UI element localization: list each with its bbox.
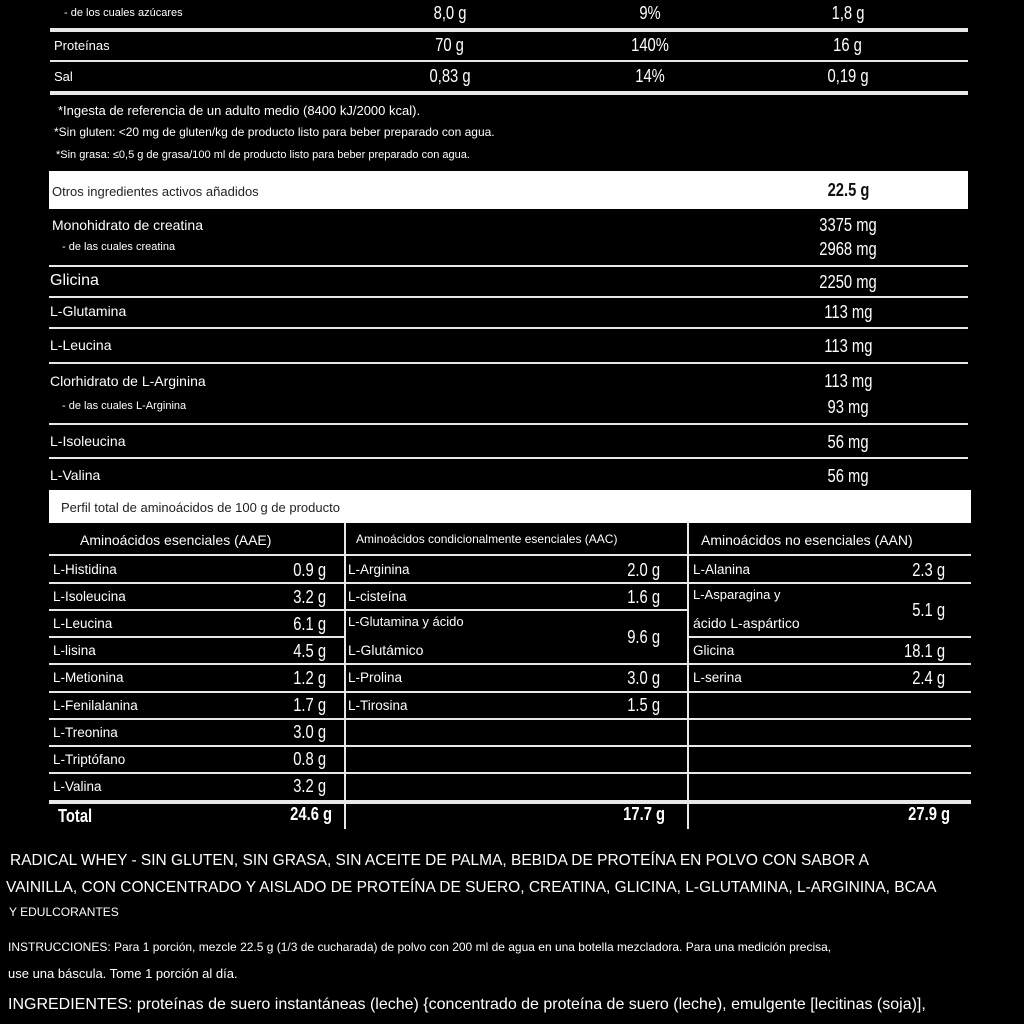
footnote: *Sin gluten: <20 mg de gluten/kg de producto listo para beber preparado con agua. <box>54 125 495 139</box>
active-header-value: 22.5 g <box>828 180 870 200</box>
instructions-line: use una báscula. Tome 1 porción al día. <box>8 966 238 981</box>
amino-value: 9.6 g <box>627 627 660 648</box>
nutrition-per100: 0,83 g <box>429 66 471 86</box>
active-item-value: 2250 mg <box>819 272 877 292</box>
divider <box>49 609 344 611</box>
active-item-value: 113 mg <box>823 302 873 322</box>
divider <box>689 582 971 584</box>
divider <box>49 582 344 584</box>
product-description-line: RADICAL WHEY - SIN GLUTEN, SIN GRASA, SIN ACEITE DE PALMA, BEBIDA DE PROTEÍNA EN POLVO CON SABOR A <box>10 852 870 869</box>
footnote: *Sin grasa: ≤0,5 g de grasa/100 ml de producto listo para beber preparado con agua. <box>56 149 470 161</box>
active-item-value: 3375 mg <box>819 215 877 235</box>
nutrition-ri: 140% <box>631 35 669 55</box>
divider <box>49 362 968 364</box>
active-item-value: 56 mg <box>827 432 869 452</box>
amino-value: 1.7 g <box>293 695 326 716</box>
amino-value: 3.2 g <box>293 776 326 797</box>
column-header-aac: Aminoácidos condicionalmente esenciales (AAC) <box>356 532 618 546</box>
divider <box>49 327 968 329</box>
amino-value: 3.2 g <box>293 586 326 607</box>
amino-name: ácido L-aspártico <box>693 615 800 632</box>
divider <box>689 718 971 720</box>
divider <box>346 663 687 665</box>
amino-name: Glicina <box>693 643 735 659</box>
active-item-label: L-Isoleucina <box>50 433 126 449</box>
product-description-line: VAINILLA, CON CONCENTRADO Y AISLADO DE PROTEÍNA DE SUERO, CREATINA, GLICINA, L-GLUTAMINA, L-ARGININA, BCAA <box>6 879 937 896</box>
active-item-label: L-Valina <box>50 467 101 483</box>
divider <box>49 296 968 298</box>
divider <box>689 663 971 665</box>
divider <box>49 745 344 747</box>
amino-value: 1.6 g <box>627 586 660 607</box>
divider <box>346 745 687 747</box>
divider <box>689 772 971 774</box>
nutrition-per100: 70 g <box>435 35 465 55</box>
amino-name: L-Prolina <box>348 670 403 686</box>
amino-value: 0.8 g <box>293 749 326 770</box>
divider <box>50 28 968 32</box>
amino-value: 2.3 g <box>912 559 945 580</box>
nutrition-ri: 14% <box>635 66 665 86</box>
active-item-value: 113 mg <box>823 371 873 391</box>
nutrition-per-serving: 16 g <box>833 35 863 55</box>
amino-name: L-Isoleucina <box>53 589 126 605</box>
amino-value: 1.5 g <box>627 695 660 716</box>
amino-title-bar <box>49 490 971 523</box>
ingredients-line: INGREDIENTES: proteínas de suero instantáneas (leche) {concentrado de proteína de suero (leche), emulgente [lecitinas (soja)], <box>8 996 926 1013</box>
divider <box>346 582 687 584</box>
active-item-label: Glicina <box>50 272 99 289</box>
active-item-label: Clorhidrato de L-Arginina <box>50 373 206 389</box>
nutrition-row-label: Proteínas <box>54 38 110 53</box>
divider <box>689 636 971 638</box>
divider <box>49 457 968 459</box>
amino-value: 3.0 g <box>293 722 326 743</box>
amino-value: 1.2 g <box>293 667 326 688</box>
amino-name: L-Leucina <box>53 616 113 632</box>
divider <box>49 691 344 693</box>
active-item-label: L-Leucina <box>50 337 112 353</box>
amino-name: L-Triptófano <box>53 751 126 767</box>
amino-value: 0.9 g <box>293 559 326 580</box>
active-header <box>49 171 968 209</box>
amino-name: L-Fenilalanina <box>53 697 138 713</box>
divider <box>49 800 971 804</box>
nutrition-per-serving: 1,8 g <box>831 3 865 23</box>
amino-value: 5.1 g <box>912 600 945 621</box>
amino-value: 4.5 g <box>293 640 326 661</box>
column-header-aan: Aminoácidos no esenciales (AAN) <box>701 532 913 548</box>
total-aac: 17.7 g <box>623 804 665 824</box>
divider <box>689 691 971 693</box>
divider <box>50 60 968 62</box>
amino-name: L-Histidina <box>53 562 117 577</box>
divider <box>50 91 968 95</box>
amino-value: 2.4 g <box>912 667 945 688</box>
column-divider <box>687 523 689 829</box>
amino-name: L-Treonina <box>53 724 118 740</box>
nutrition-per100: 8,0 g <box>433 3 467 23</box>
amino-name: L-Asparagina y <box>693 587 781 603</box>
total-aan: 27.9 g <box>908 804 950 824</box>
active-item-label: L-Glutamina <box>50 303 127 319</box>
divider <box>49 554 971 556</box>
divider <box>346 718 687 720</box>
amino-name: L-Valina <box>53 778 102 794</box>
amino-name: L-Glutamina y ácido <box>348 614 464 630</box>
active-item-value: 56 mg <box>827 466 869 486</box>
divider <box>49 636 344 638</box>
amino-name: L-cisteína <box>348 589 407 605</box>
active-item-sublabel: - de las cuales L-Arginina <box>62 400 187 412</box>
amino-value: 6.1 g <box>293 613 326 634</box>
active-header-label: Otros ingredientes activos añadidos <box>52 184 259 199</box>
instructions-line: INSTRUCCIONES: Para 1 porción, mezcle 22.5 g (1/3 de cucharada) de polvo con 200 ml de agua en una botella mezcladora. Para una medición precisa, <box>8 940 832 954</box>
nutrition-row-label: - de los cuales azúcares <box>64 7 183 19</box>
amino-name: L-Glutámico <box>348 642 424 659</box>
active-item-subvalue: 2968 mg <box>819 239 877 259</box>
active-item-subvalue: 93 mg <box>827 397 869 417</box>
amino-name: L-Arginina <box>348 562 410 577</box>
total-label: Total <box>58 806 93 826</box>
divider <box>346 772 687 774</box>
divider <box>49 772 344 774</box>
active-item-label: Monohidrato de creatina <box>52 217 203 233</box>
amino-title: Perfil total de aminoácidos de 100 g de producto <box>61 500 340 515</box>
divider <box>49 265 968 267</box>
divider <box>49 423 968 425</box>
divider <box>689 745 971 747</box>
amino-name: L-serina <box>693 670 742 686</box>
nutrition-row-label: Sal <box>54 69 73 84</box>
amino-value: 18.1 g <box>903 640 945 661</box>
amino-value: 3.0 g <box>627 667 660 688</box>
footnote: *Ingesta de referencia de un adulto medio (8400 kJ/2000 kcal). <box>58 103 421 118</box>
divider <box>49 718 344 720</box>
divider <box>346 609 687 611</box>
active-item-value: 113 mg <box>823 336 873 356</box>
column-divider <box>344 523 346 829</box>
total-aae: 24.6 g <box>290 804 332 824</box>
amino-name: L-Alanina <box>693 562 751 577</box>
active-item-sublabel: - de las cuales creatina <box>62 241 176 253</box>
amino-name: L-Tirosina <box>348 697 408 713</box>
product-description-line: Y EDULCORANTES <box>9 905 119 919</box>
nutrition-ri: 9% <box>639 3 661 23</box>
amino-value: 2.0 g <box>627 559 660 580</box>
divider <box>346 691 687 693</box>
amino-name: L-lisina <box>53 643 96 659</box>
amino-name: L-Metionina <box>53 670 124 686</box>
nutrition-per-serving: 0,19 g <box>827 66 869 86</box>
divider <box>49 663 344 665</box>
column-header-aae: Aminoácidos esenciales (AAE) <box>80 532 272 548</box>
